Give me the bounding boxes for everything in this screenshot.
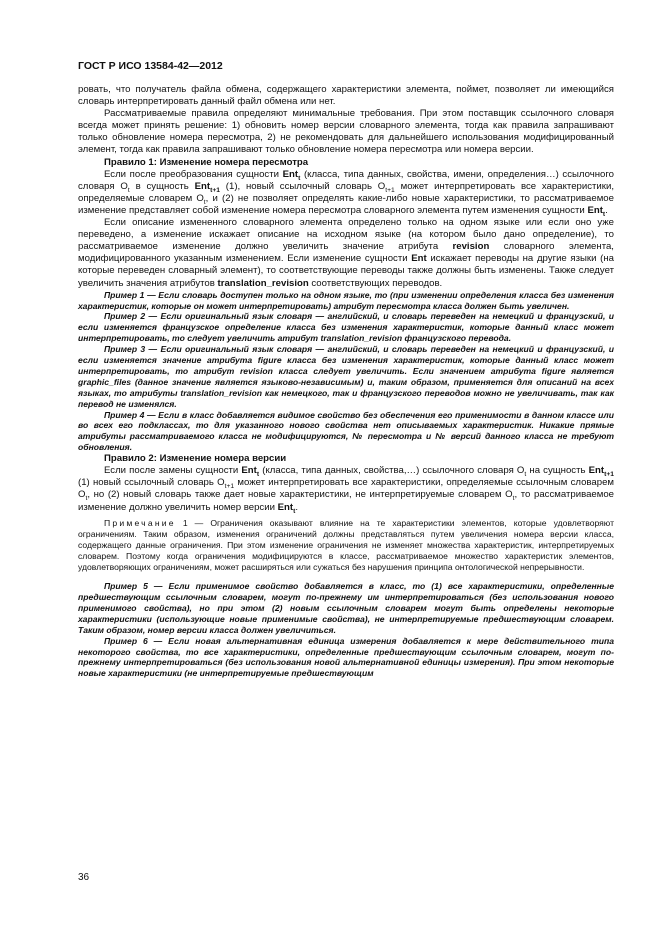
example-3: Пример 3 — Если оригинальный язык словаря — английский, и словарь переведен на немецкий и французский, и если изменяется значение атрибута figure класса без изменения характеристик, которые данный класс может интерпретировать, то атрибут revision класса следует увеличить. Если значением атрибута figure является graphic_files (данное значение является языково-независимым) и, таким образом, применяется для описаний на всех языках, то атрибуты translation_revision как немецкого, так и французского переводов можно не увеличивать, так как перевод не изменялся. bbox=[78, 344, 614, 409]
paragraph-minimum-requirements: Рассматриваемые правила определяют минимальные требования. При этом поставщик ссылочного словаря всегда может принять решение: 1) обновить номер версии словарного элемента, тогда как правила запрашивают только обновление номера пересмотра, 2) не рекомендовать для дальнейшего использования модифицированный элемент, тогда как правила запрашивают только обновление номера пересмотра или номера версии. bbox=[78, 108, 614, 156]
example-5: Пример 5 — Если применимое свойство добавляется в класс, то (1) все характеристики, определенные предшествующим ссылочным словарем, могут по-прежнему им интерпретироваться (без использования нового применимого свойства), но при этом (2) новым ссылочным словарем могут быть определены некоторые характеристики (использующие новые применимые свойства), не интерпретируемые предшествующим словарем. Таким образом, номер версии класса должен увеличиться. bbox=[78, 581, 614, 635]
page-number: 36 bbox=[78, 872, 90, 883]
paragraph-continuation: ровать, что получатель файла обмена, содержащего характеристики элемента, поймет, позволяет ли имеющийся словарь интерпретировать данный файл обмена или нет. bbox=[78, 84, 614, 108]
note-1: Примечание 1 — Ограничения оказывают влияние на те характеристики элементов, которые удовлетворяют ограничениям. Таким образом, изменения ограничений должны представляться путем увеличения номера версии класса, содержащего данные ограничения. При этом изменение ограничения не изменяет множества характеристик, интерпретируемых словарем. Поэтому когда ограничения модифицируются в классе, рассматриваемое множество характеристик элементов, удовлетворяющих ограничениям, может расширяться или сужаться без нарушения принципа онтологической непрерывности. bbox=[78, 517, 614, 573]
example-4: Пример 4 — Если в класс добавляется видимое свойство без обеспечения его применимости в данном классе или во всех его подклассах, то для указанного нового свойства нет описываемых характеристик. Никакие прямые атрибуты рассматриваемого класса не модифицируются, № пересмотра и № версий данного класса не требуют обновления. bbox=[78, 409, 614, 453]
example-2: Пример 2 — Если оригинальный язык словаря — английский, и словарь переведен на немецкий и французский, и если изменяется французское определение класса без изменения характеристик, которые данный класс может интерпретировать, то следует увеличить атрибут translation_revision французского перевода. bbox=[78, 311, 614, 344]
rule-2-paragraph: Если после замены сущности Ent$_t$ (класса, типа данных, свойства,…) ссылочного словаря $O_t$ на сущность Ent$_{t+1}$ (1) новый ссылочный словарь $O_{t+1}$ может интерпретировать все характеристики, определяемые ссылочным словарем $O_t$, но (2) новый словарь также дает новые характеристики, не интерпретируемые словарем $O_t$, то рассматриваемое изменение должно увеличить номер версии Ent$_t$. bbox=[78, 465, 615, 515]
rule-1-paragraph: Если после преобразования сущности Ent$_t$ (класса, типа данных, свойства, имени, определения…) ссылочного словаря $O_t$ в сущность Ent$_{t+1}$ (1), новый ссылочный словарь $O_{t+1}$ может интерпретировать все характеристики, определяемые словарем $O_t$, и (2) не позволяет определять какие-либо новые характеристики, то рассматриваемое изменение представляет собой изменение номера пересмотра словарного элемента путем изменения сущности Ent$_t$. bbox=[78, 168, 615, 218]
document-header: ГОСТ Р ИСО 13584-42—2012 bbox=[78, 60, 223, 72]
paragraph-description-change: Если описание измененного словарного элемента определено только на одном языке или если оно уже переведено, а изменение искажает описание на исходном языке (на котором было дано определение), то рассматриваемое изменение должно увеличить значение атрибута revision словарного элемента, модифицированного указанным изменением. Если изменение сущности Ent искажает переводы на другие языки (на которые переведен словарный элемент), то соответствующие переводы также должны быть изменены. Также следует увеличить значения атрибутов translation_revision соответствующих переводов. bbox=[78, 217, 614, 289]
example-1: Пример 1 — Если словарь доступен только на одном языке, то (при изменении определения класса без изменения характеристик, которые он может интерпретировать) атрибут пересмотра класса должен быть увеличен. bbox=[78, 289, 614, 311]
rule-1-heading: Правило 1: Изменение номера пересмотра bbox=[104, 156, 309, 168]
document-page bbox=[78, 60, 614, 679]
rule-2-heading: Правило 2: Изменение номера версии bbox=[104, 453, 287, 465]
example-6: Пример 6 — Если новая альтернативная единица измерения добавляется к мере действительного типа некоторого свойства, то все характеристики, определенные предшествующим ссылочным словарем, могут по-прежнему интерпретироваться (без использования новой альтернативной единицы измерения). При этом некоторые новые характеристики (не интерпретируемые предшествующим bbox=[78, 635, 614, 679]
